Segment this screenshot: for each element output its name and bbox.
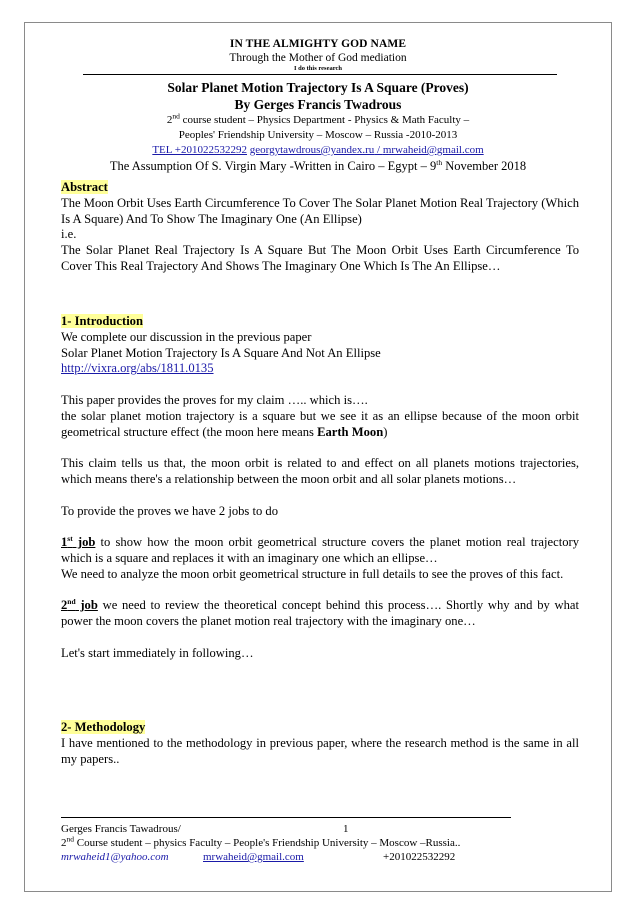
intro-previous-paper-title: Solar Planet Motion Trajectory Is A Square And Not An Ellipse — [61, 345, 381, 360]
intro-claim-statement: the solar planet motion trajectory is a square but we see it as an ellipse because of the moon orbit geometrical structure effect (the moon here means Earth Moon) — [61, 408, 579, 439]
footer-line-3 — [61, 850, 581, 864]
methodology-section — [61, 720, 579, 767]
email-separator: / — [374, 144, 383, 156]
job-1-analysis: We need to analyze the moon orbit geometrical structure in full details to see the proves of this fact. — [61, 566, 564, 581]
intro-start-line: Let's start immediately in following… — [61, 645, 254, 660]
affiliation-dept: course student – Physics Department - Physics & Math Faculty – — [179, 114, 470, 126]
footer-phone: +201022532292 — [383, 851, 456, 863]
header-invocation: IN THE ALMIGHTY GOD NAME — [229, 38, 407, 50]
footer-author: Gerges Francis Tawadrous/ — [61, 823, 181, 835]
abstract-section — [61, 180, 579, 275]
footer-email-2[interactable]: mrwaheid@gmail.com — [203, 851, 304, 863]
written-month-year: November 2018 — [442, 159, 527, 173]
affiliation-ordinal: 2 — [166, 114, 173, 126]
footer-email-1[interactable]: mrwaheid1@yahoo.com — [61, 851, 169, 863]
footer-divider — [61, 817, 511, 818]
paper-title: Solar Planet Motion Trajectory Is A Square (Proves) — [167, 80, 469, 95]
affiliation-ordinal-suffix: nd — [172, 111, 180, 121]
written-date-line — [25, 159, 611, 174]
intro-paragraph-1: We complete our discussion in the previous paper — [61, 329, 312, 344]
job-2-paragraph: 2nd job we need to review the theoretical concept behind this process…. Shortly why and by what power the moon covers the planet motion real trajectory with the imaginary one… — [61, 597, 579, 629]
tel-link[interactable]: TEL +201022532292 — [152, 144, 248, 156]
introduction-section — [61, 314, 579, 662]
paper-author: By Gerges Francis Twadrous — [234, 97, 402, 112]
footer — [61, 822, 581, 864]
earth-moon-emphasis: Earth Moon — [317, 424, 384, 439]
job-1-paragraph: 1st job to show how the moon orbit geometrical structure covers the planet motion real trajectory which is a square and replaces it with an imaginary one which an ellipse… — [61, 533, 579, 565]
header-research-note: I do this research — [294, 65, 342, 72]
email-link-2[interactable]: mrwaheid@gmail.com — [382, 144, 484, 156]
header-divider — [83, 74, 557, 75]
abstract-paragraph-2: The Solar Planet Real Trajectory Is A Square But The Moon Orbit Uses Earth Circumference To Cover This Real Trajectory And Shows The Imaginary One Which Is The An Ellipse… — [61, 243, 579, 273]
intro-claim-line: This paper provides the proves for my claim ….. which is…. — [61, 392, 368, 407]
job-1-label: 1st job — [61, 533, 96, 550]
introduction-heading: 1- Introduction — [61, 314, 143, 328]
page-number: 1 — [343, 823, 349, 835]
paper-page — [24, 22, 612, 892]
footer-line-2: 2nd Course student – physics Faculty – People's Friendship University – Moscow –Russia.. — [61, 834, 461, 849]
methodology-heading: 2- Methodology — [61, 720, 146, 734]
job-2-label: 2nd job — [61, 597, 98, 613]
abstract-heading: Abstract — [61, 180, 108, 194]
written-place: The Assumption Of S. Virgin Mary -Written in Cairo – Egypt – 9 — [109, 159, 437, 173]
previous-paper-link[interactable]: http://vixra.org/abs/1811.0135 — [61, 361, 214, 376]
methodology-paragraph: I have mentioned to the methodology in previous paper, where the research method is the same in all my papers.. — [61, 735, 579, 766]
intro-relationship-paragraph: This claim tells us that, the moon orbit is related to and effect on all planets motions trajectories, which means there's a relationship between the moon orbit and all solar planets motions… — [61, 456, 579, 486]
affiliation-line-1 — [25, 111, 611, 126]
header-mediation: Through the Mother of God mediation — [229, 52, 407, 64]
footer-line-1 — [61, 822, 581, 836]
contact-line — [25, 144, 611, 156]
written-day-suffix: th — [436, 157, 443, 167]
abstract-paragraph-1: The Moon Orbit Uses Earth Circumference To Cover The Solar Planet Motion Real Trajectory (Which Is A Square) And To Show The Imaginary One (An Ellipse) — [61, 195, 579, 226]
intro-jobs-paragraph: To provide the proves we have 2 jobs to do — [61, 503, 279, 518]
email-link-1[interactable]: georgytawdrous@yandex.ru — [249, 144, 375, 156]
affiliation-line-2: Peoples' Friendship University – Moscow – Russia -2010-2013 — [178, 129, 458, 141]
abstract-ie: i.e. — [61, 227, 77, 242]
